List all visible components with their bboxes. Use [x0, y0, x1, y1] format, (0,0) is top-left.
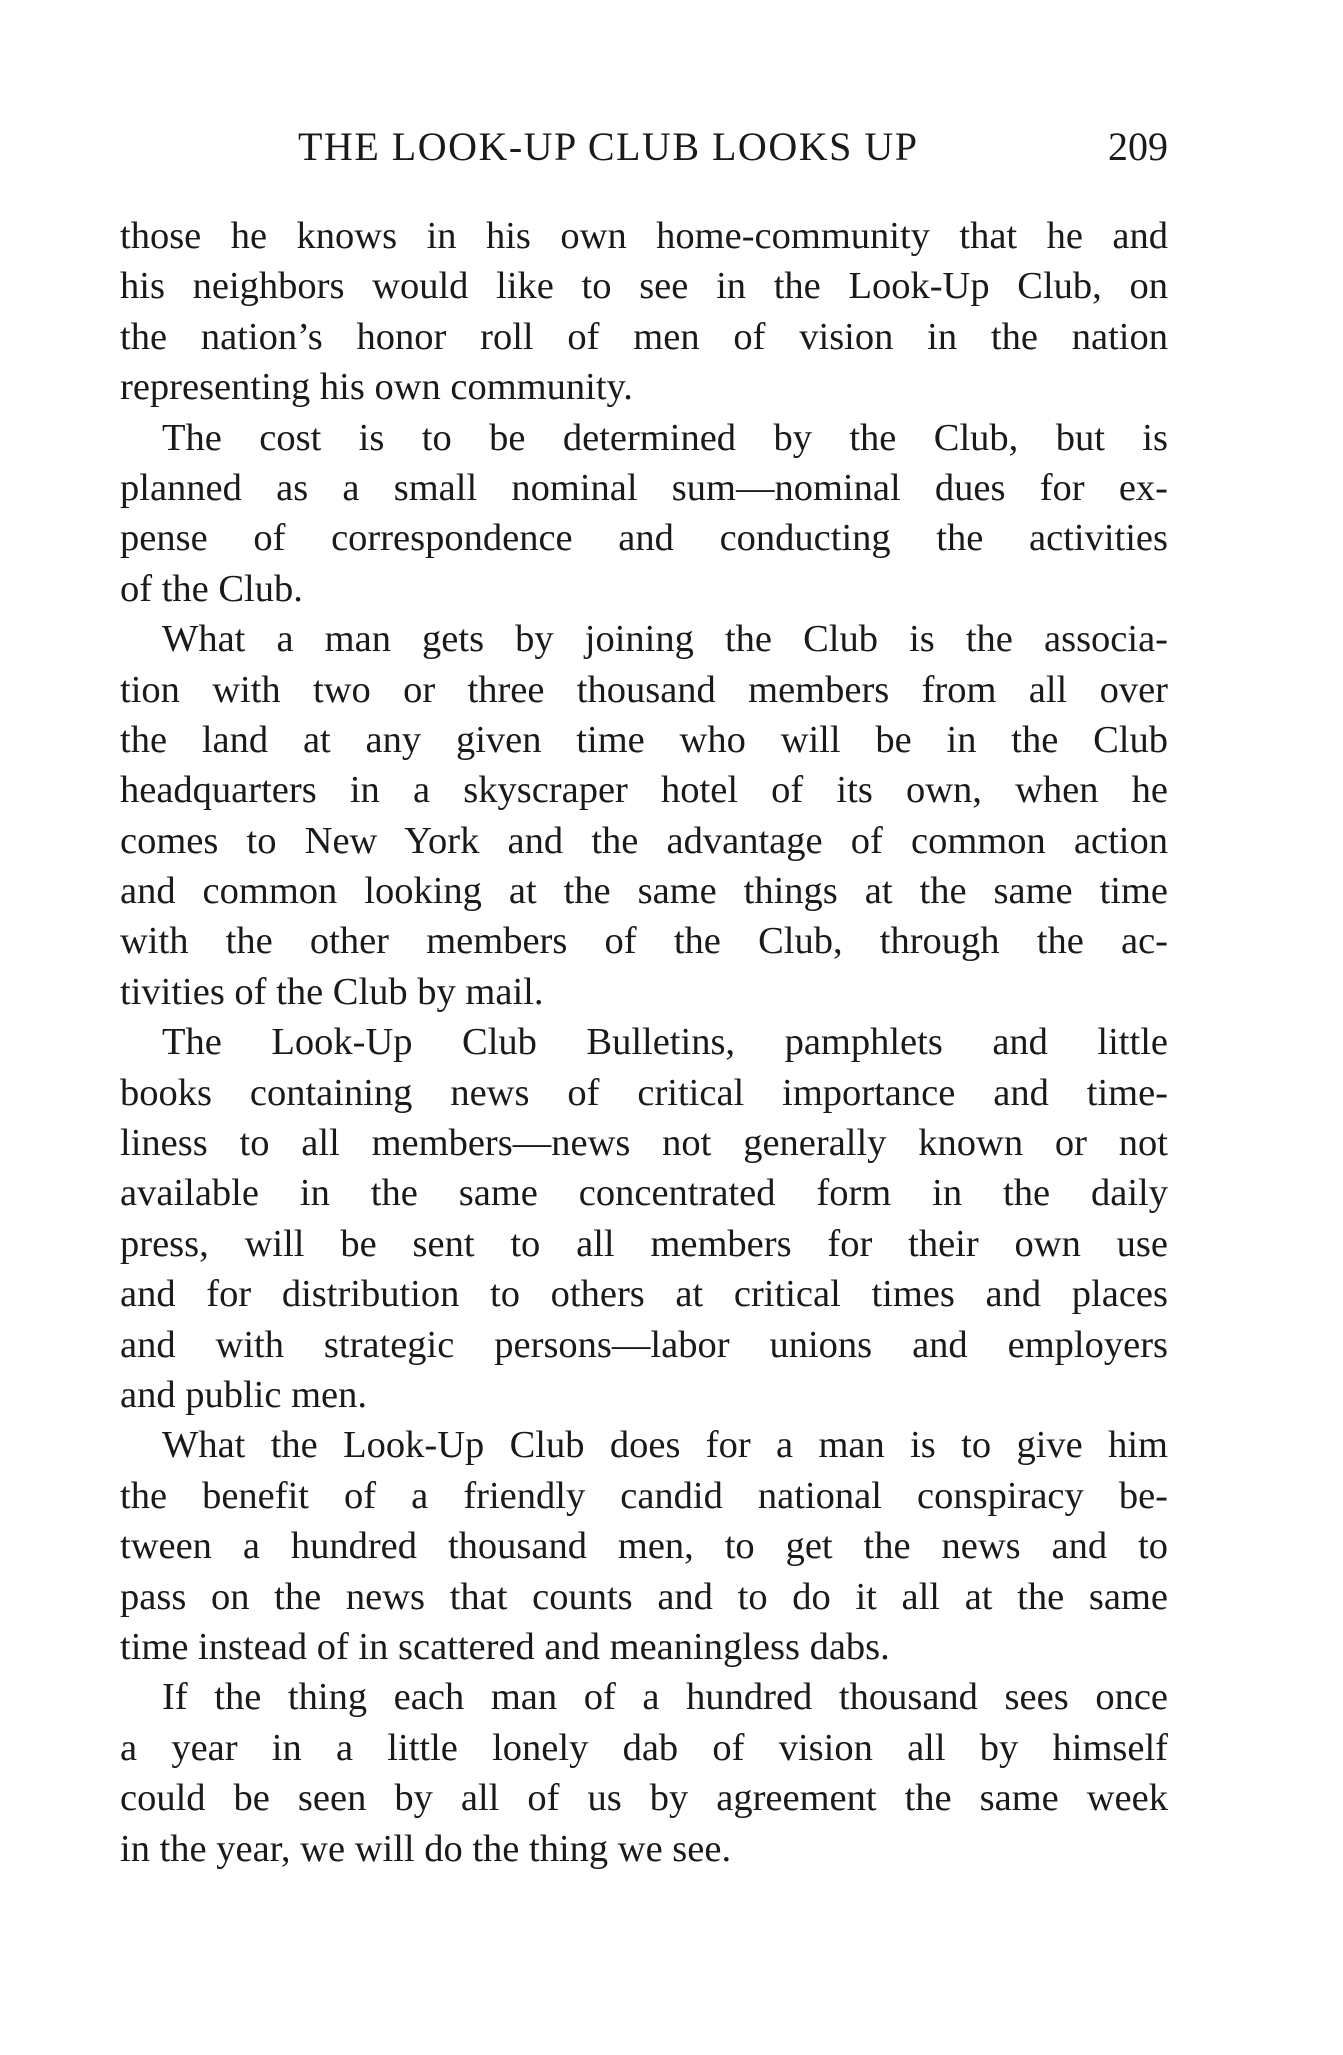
text-line: headquarters in a skyscraper hotel of its own, when he	[120, 769, 1168, 812]
body-text	[120, 211, 1168, 1874]
text-line: What the Look-Up Club does for a man is to give him	[162, 1424, 1168, 1467]
text-line: liness to all members—news not generally known or not	[120, 1122, 1168, 1165]
text-line: comes to New York and the advantage of common action	[120, 819, 1168, 862]
page-number: 209	[1108, 124, 1168, 169]
text-line: If the thing each man of a hundred thousand sees once	[162, 1676, 1168, 1719]
text-line: his neighbors would like to see in the Look-Up Club, on	[120, 265, 1168, 308]
text-line: of the Club.	[120, 567, 303, 610]
text-line: representing his own community.	[120, 366, 633, 409]
text-line: and public men.	[120, 1373, 367, 1416]
text-line: those he knows in his own home-community that he and	[120, 215, 1168, 257]
text-line: and common looking at the same things at the same time	[120, 870, 1168, 913]
text-line: pass on the news that counts and to do it all at the same	[120, 1575, 1168, 1618]
text-line: the benefit of a friendly candid national conspiracy be-	[120, 1474, 1168, 1517]
text-line: a year in a little lonely dab of vision all by himself	[120, 1726, 1168, 1769]
running-head	[120, 122, 1168, 172]
text-line: in the year, we will do the thing we see.	[120, 1827, 732, 1870]
text-line: available in the same concentrated form in the daily	[120, 1172, 1168, 1215]
text-line: the land at any given time who will be in the Club	[120, 718, 1168, 761]
running-title: THE LOOK-UP CLUB LOOKS UP	[298, 124, 919, 169]
text-line: The cost is to be determined by the Club, but is	[162, 416, 1168, 459]
text-line: The Look-Up Club Bulletins, pamphlets and little	[162, 1021, 1168, 1064]
text-line: time instead of in scattered and meaningless dabs.	[120, 1625, 890, 1668]
text-line: with the other members of the Club, through the ac-	[120, 920, 1168, 963]
text-line: could be seen by all of us by agreement the same week	[120, 1777, 1168, 1820]
text-line: pense of correspondence and conducting the activities	[120, 517, 1168, 560]
text-line: and for distribution to others at critical times and places	[120, 1273, 1168, 1316]
text-line: the nation’s honor roll of men of vision in the nation	[120, 315, 1168, 358]
text-line: press, will be sent to all members for their own use	[120, 1222, 1168, 1265]
text-line: What a man gets by joining the Club is the associa-	[162, 618, 1168, 661]
text-line: books containing news of critical importance and time-	[120, 1071, 1168, 1114]
text-line: and with strategic persons—labor unions and employers	[120, 1323, 1168, 1366]
text-line: tion with two or three thousand members from all over	[120, 668, 1168, 711]
text-line: tivities of the Club by mail.	[120, 970, 544, 1013]
text-line: tween a hundred thousand men, to get the news and to	[120, 1525, 1168, 1568]
text-line: planned as a small nominal sum—nominal dues for ex-	[120, 466, 1168, 509]
